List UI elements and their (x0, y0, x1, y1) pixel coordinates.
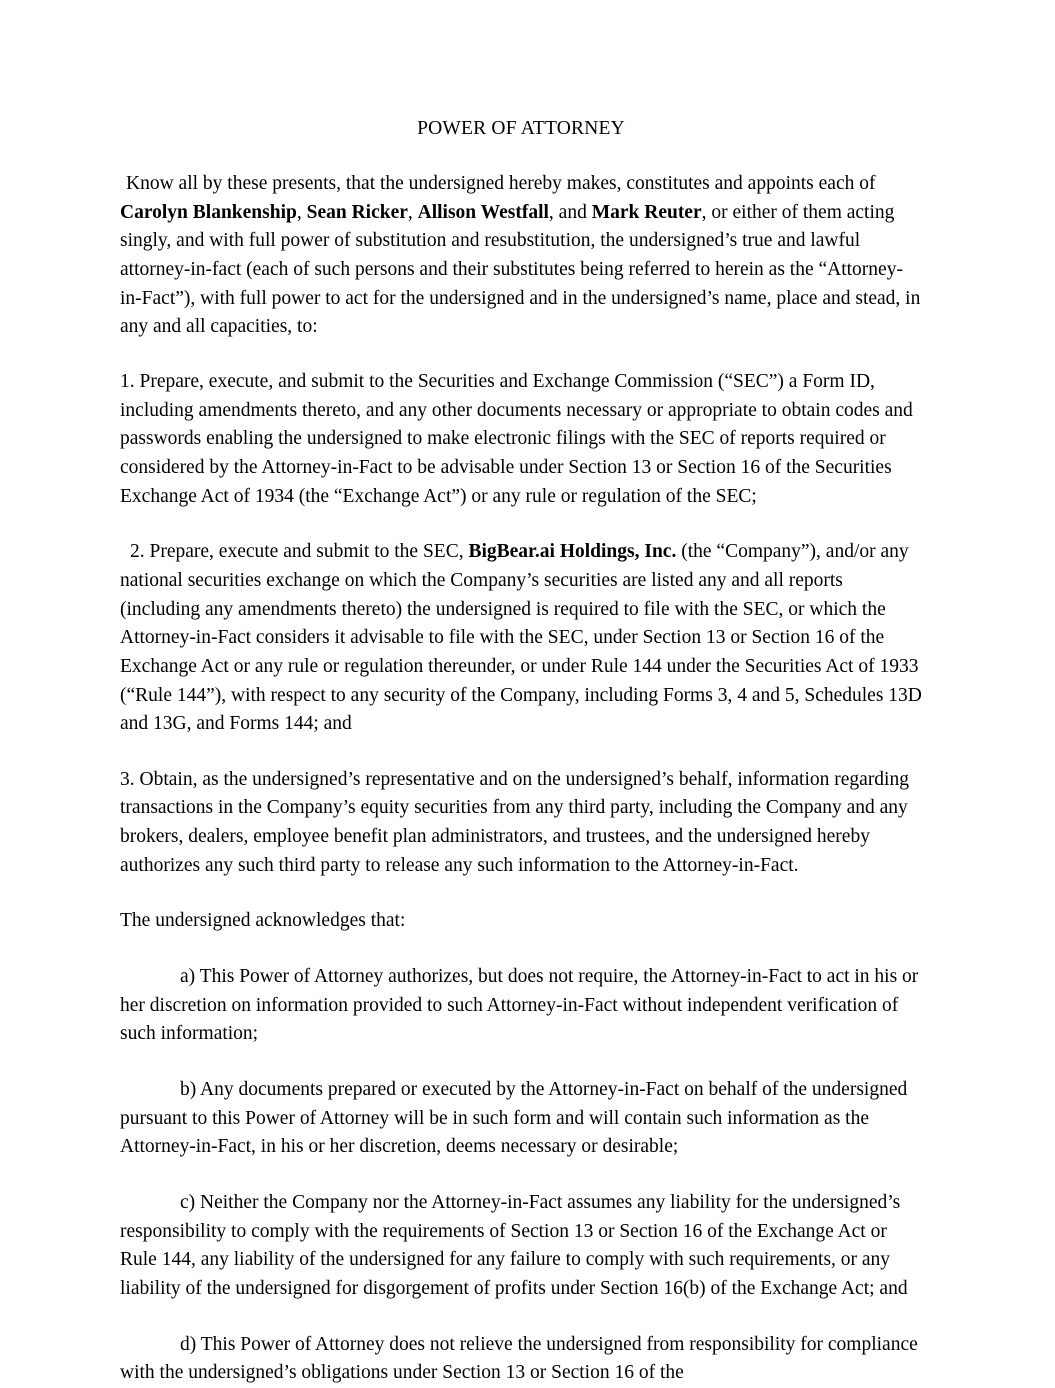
attorney-name-1: Carolyn Blankenship (120, 201, 297, 223)
attorney-name-4: Mark Reuter (591, 201, 702, 223)
paragraph-item-1: 1. Prepare, execute, and submit to the Securities and Exchange Commission (“SEC”) a Form ID, including amendments thereto, and any other documents necessary or appropriate to obtain codes and passwords enabling the undersigned to make electronic filings with the SEC of reports required or considered by the Attorney-in-Fact to be advisable under Section 13 or Section 16 of the Securities Exchange Act of 1934 (the “Exchange Act”) or any rule or regulation of the SEC; (120, 370, 913, 507)
paragraph-item-b: b) Any documents prepared or executed by the Attorney-in-Fact on behalf of the undersigned pursuant to this Power of Attorney will be in such form and will contain such information as the Attorney-in-Fact, in his or her discretion, deems necessary or desirable; (120, 1079, 908, 1158)
paragraph-item-3: 3. Obtain, as the undersigned’s representative and on the undersigned’s behalf, information regarding transactions in the Company’s equity securities from any third party, including the Company and any brokers, dealers, employee benefit plan administrators, and trustees, and the undersigned hereby authorizes any such third party to release any such information to the Attorney-in-Fact. (120, 768, 909, 876)
paragraph-intro (120, 170, 922, 342)
attorney-name-2: Sean Ricker (306, 201, 408, 223)
page-title: POWER OF ATTORNEY (417, 118, 625, 139)
paragraph-item-d: d) This Power of Attorney does not relieve the undersigned from responsibility for compliance with the undersigned’s obligations under Section 13 or Section 16 of the (120, 1333, 918, 1384)
intro-text-lead: Know all by these presents, that the undersigned hereby makes, constitutes and appoints each of (126, 173, 876, 194)
name-separator-3: , and (548, 201, 592, 223)
paragraph-item-2 (120, 538, 922, 739)
company-name: BigBear.ai Holdings, Inc. (468, 541, 677, 563)
intro-text-rest: , or either of them acting singly, and with full power of substitution and resubstitution, the undersigned’s true and lawful attorney-in-fact (each of such persons and their substitutes being referred to herein as the “Attorney-in-Fact”), with full power to act for the undersigned and in the undersigned’s name, place and stead, in any and all capacities, to: (120, 201, 921, 338)
item-2-lead: 2. Prepare, execute and submit to the SEC, (130, 541, 469, 563)
item-2-rest: (the “Company”), and/or any national securities exchange on which the Company’s securities are listed any and all reports (including any amendments thereto) the undersigned is required to file with the SEC, or which the Attorney-in-Fact considers it advisable to file with the SEC, under Section 13 or Section 16 of the Exchange Act or any rule or regulation thereunder, or under Rule 144 under the Securities Act of 1933 (“Rule 144”), with respect to any security of the Company, including Forms 3, 4 and 5, Schedules 13D and 13G, and Forms 144; and (120, 541, 922, 735)
name-separator-2: , (407, 201, 418, 223)
name-separator-1: , (296, 201, 307, 223)
attorney-name-3: Allison Westfall (417, 201, 549, 223)
paragraph-item-c: c) Neither the Company nor the Attorney-in-Fact assumes any liability for the undersigned’s responsibility to comply with the requirements of Section 13 or Section 16 of the Exchange Act or Rule 144, any liability of the undersigned for any failure to comply with such requirements, or any liability of the undersigned for disgorgement of profits under Section 16(b) of the Exchange Act; and (120, 1192, 908, 1299)
paragraph-item-a: a) This Power of Attorney authorizes, but does not require, the Attorney-in-Fact to act in his or her discretion on information provided to such Attorney-in-Fact without independent verification of such information; (120, 966, 919, 1045)
paragraph-acknowledges: The undersigned acknowledges that: (120, 910, 406, 932)
